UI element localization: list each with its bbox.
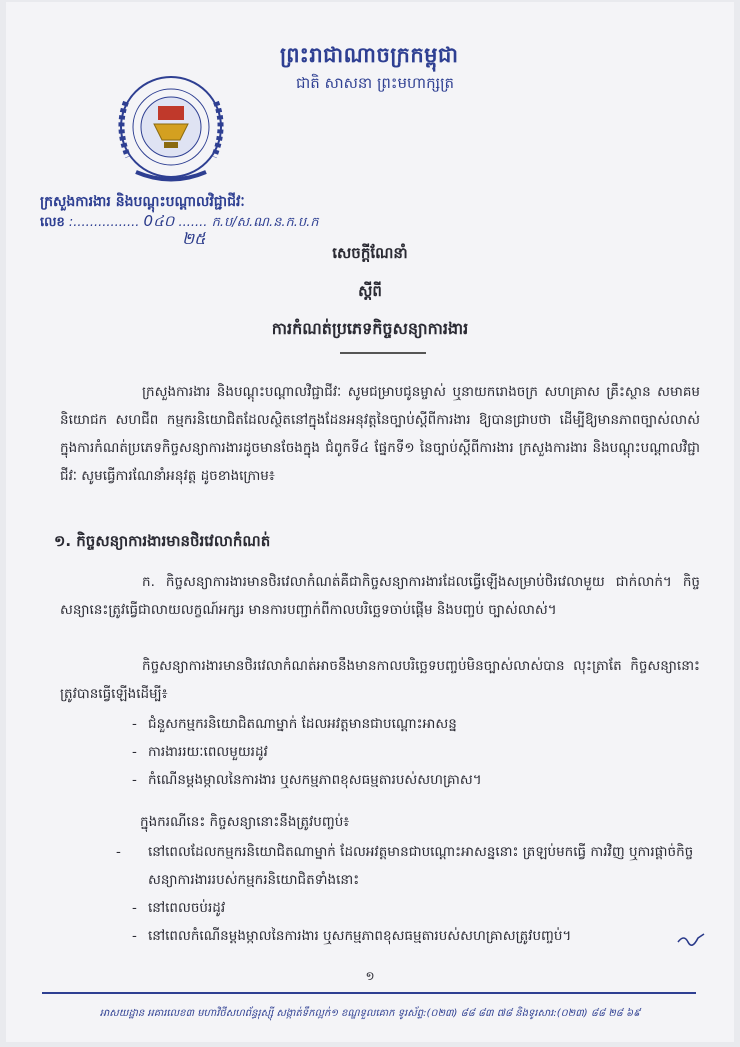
reference-number: 0៤០ [143, 212, 175, 230]
list-item: - កំណើនម្តងម្កាលនៃការងារ ឬសកម្មភាពខុសធម្មតារបស់សហគ្រាស។ [132, 772, 482, 788]
reference-suffix: ក.ប/ស.ណ.ន.ក.ប.ក [211, 215, 319, 230]
intro-paragraph: ក្រសួងការងារ និងបណ្តុះបណ្តាលវិជ្ជាជីវៈ សូមជម្រាបជូនម្ចាស់ ឬនាយករោងចក្រ សហគ្រាស គ្រឹះស្ថាន សមាគមនិយោជក សហជីព កម្មករនិយោជិតដែលស្ថិតនៅក្នុងដែនអនុវត្តនៃច្បាប់ស្តីពីការងារ ឱ្យបានជ្រាបថា ដើម្បីឱ្យមានភាពច្បាស់លាស់ក្នុងការកំណត់ប្រភេទកិច្ចសន្យាការងារដូចមានចែងក្នុង ជំពូកទី៤ ផ្នែកទី១ នៃច្បាប់ស្តីពីការងារ ក្រសួងការងារ និងបណ្តុះបណ្តាលវិជ្ជាជីវៈ សូមធ្វើការណែនាំអនុវត្ត ដូចខាងក្រោម៖ [60, 384, 700, 484]
bullet-list-1 [132, 710, 702, 794]
footer-rule [42, 992, 696, 994]
national-motto: ជាតិ សាសនា ព្រះមហាក្សត្រ [296, 74, 455, 92]
section-1-heading: ១. កិច្ចសន្យាការងារមានថិរវេលាកំណត់ [54, 532, 271, 550]
list-item: - ការងាររយៈពេលមួយរដូវ [132, 744, 268, 760]
section-1-para-a: ក. កិច្ចសន្យាការងារមានថិរវេលាកំណត់គឺជាកិច្ចសន្យាការងារដែលធ្វើឡើងសម្រាប់ថិរវេលាមួយ ជាក់លាក់។ កិច្ចសន្យានេះត្រូវធ្វើជាលាយលក្ខណ៍អក្សរ មានការបញ្ជាក់ពីកាលបរិច្ឆេទចាប់ផ្តើម និងបញ្ចប់ ច្បាស់លាស់។ [60, 574, 700, 618]
doc-title-instruction: សេចក្តីណែនាំ [332, 244, 408, 262]
ministry-seal-logo [106, 62, 236, 192]
bullet-list-2 [116, 838, 702, 950]
section-1-para-c: ក្នុងករណីនេះ កិច្ចសន្យានោះនឹងត្រូវបញ្ចប់៖ [140, 814, 350, 830]
reference-label: លេខ [40, 215, 65, 230]
initial-mark [676, 930, 706, 948]
list-item: - ជំនួសកម្មករនិយោជិតណាម្នាក់ ដែលអវត្តមានជាបណ្តោះអាសន្ន [132, 716, 457, 732]
kingdom-title: ព្រះរាជាណាចក្រកម្ពុជា [280, 43, 459, 67]
ministry-name: ក្រសួងការងារ និងបណ្តុះបណ្តាលវិជ្ជាជីវៈ [40, 194, 245, 210]
footer-address: អាសយដ្ឋាន អគារលេខ៣ មហាវិថីសហព័ន្ធរុស្ស៊ី សង្កាត់ទឹកល្អក់១ ខណ្ឌទួលគោក ទូរស័ព្ទ:(០២៣) ៨៨ ៨៣ ៧៨ និងទូរសារ:(០២៣) ៨៨ ២៨ ៦៩ [99, 1008, 641, 1019]
list-item: - នៅពេលដែលកម្មករនិយោជិតណាម្នាក់ ដែលអវត្តមានជាបណ្តោះអាសន្ននោះ ត្រឡប់មកធ្វើ ការវិញ ឬការផ្តាច់កិច្ចសន្យាការងាររបស់កម្មករនិយោជិតទាំងនោះ [116, 844, 694, 888]
doc-title-subject: ការកំណត់ប្រភេទកិច្ចសន្យាការងារ [271, 319, 469, 338]
doc-title-on: ស្តីពី [358, 282, 382, 300]
section-1-para-b: កិច្ចសន្យាការងារមានថិរវេលាកំណត់អាចនឹងមានកាលបរិច្ឆេទបញ្ចប់មិនច្បាស់លាស់បាន លុះត្រាតែ កិច្ចសន្យានោះត្រូវបានធ្វើឡើងដើម្បី៖ [60, 658, 700, 702]
page-number: ១ [365, 969, 375, 983]
reference-number-2: ២៥ [182, 229, 206, 248]
reference-line: លេខ :................ 0៤០ ....... ក.ប/ស.ណ.ន.ក.ប.ក [40, 212, 319, 230]
list-item: - នៅពេលចប់រដូវ [132, 900, 226, 916]
title-underline [340, 352, 426, 354]
list-item: - នៅពេលកំណើនម្តងម្កាលនៃការងារ ឬសកម្មភាពខុសធម្មតារបស់សហគ្រាសត្រូវបញ្ចប់។ [132, 928, 572, 944]
